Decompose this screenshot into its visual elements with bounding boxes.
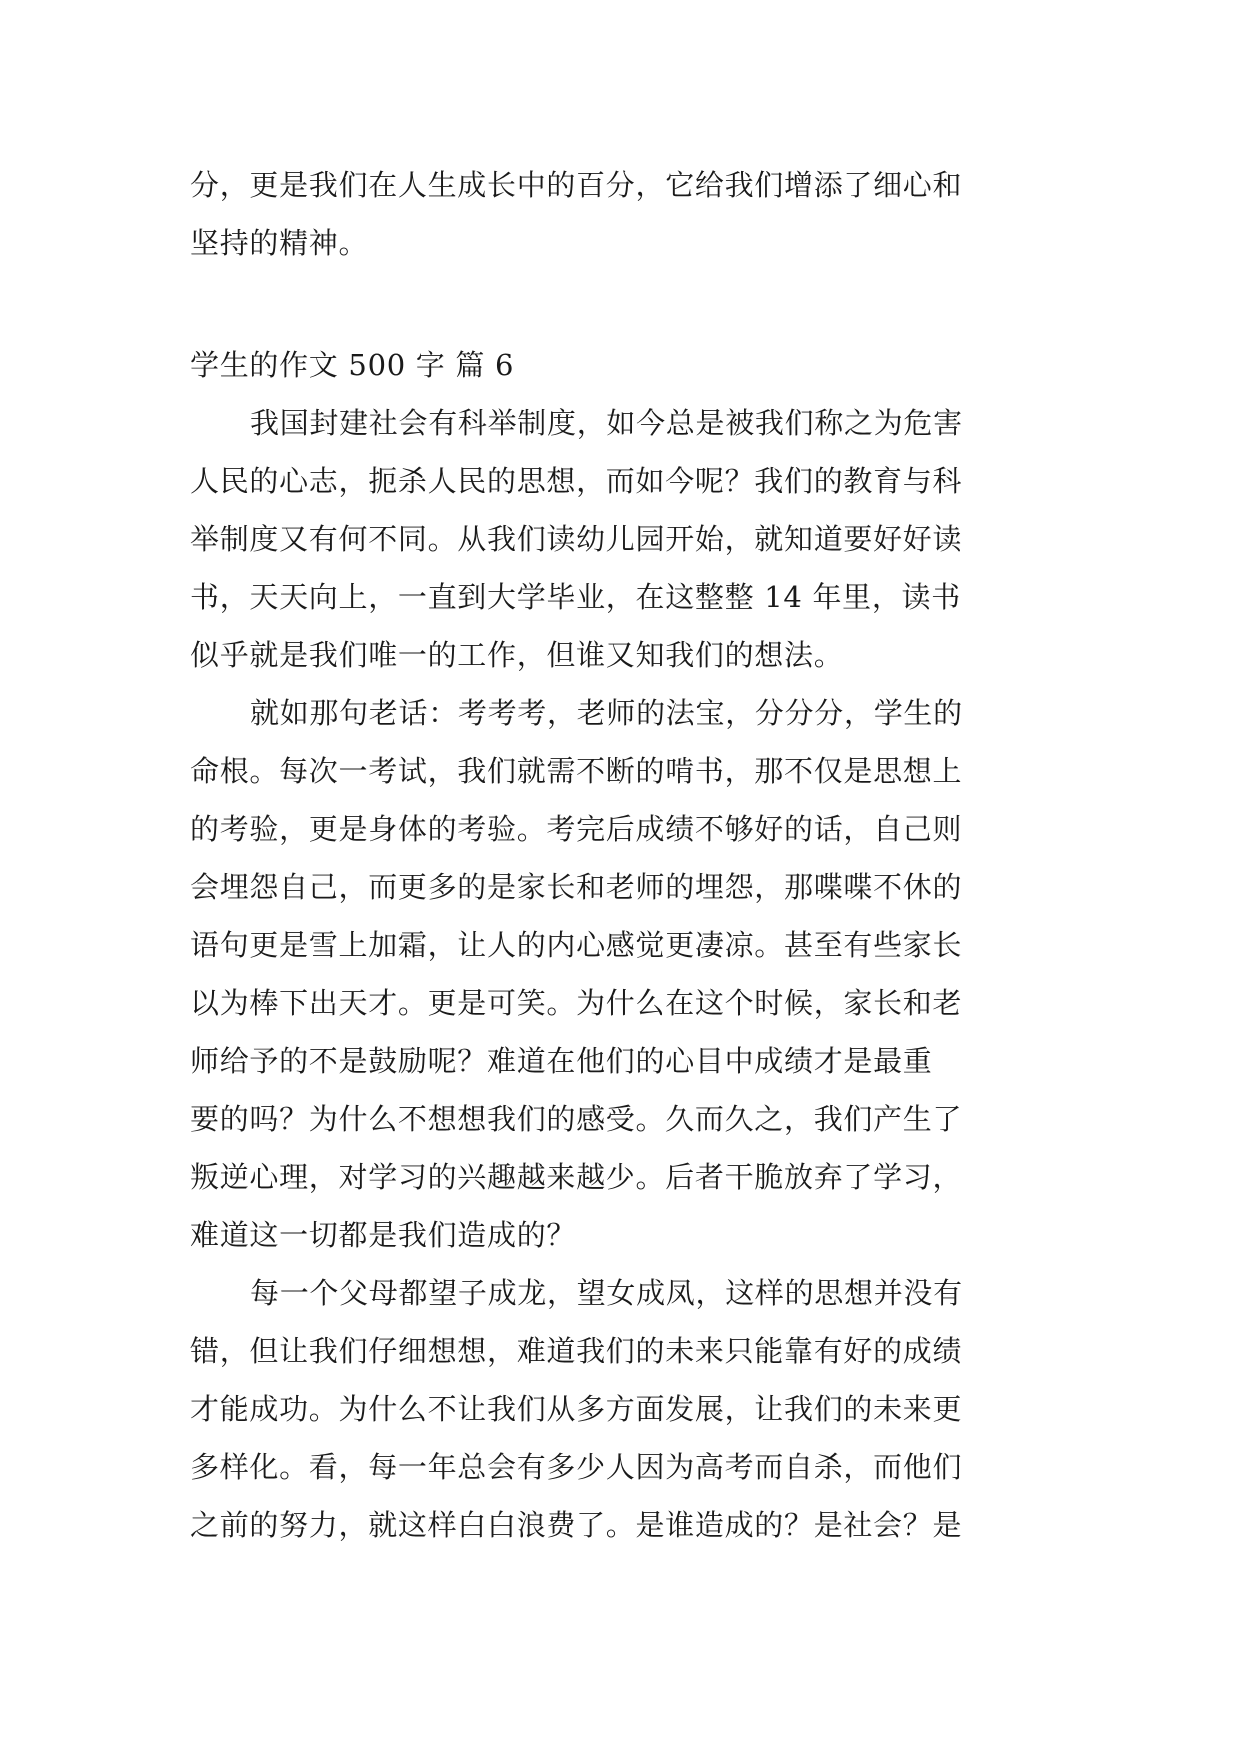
essay-body <box>190 394 1060 1554</box>
text-line: 叛逆心理，对学习的兴趣越来越少。后者干脆放弃了学习， <box>190 1160 963 1194</box>
text-line: 人民的心志，扼杀人民的思想，而如今呢？我们的教育与科 <box>190 464 963 498</box>
text-line: 会埋怨自己，而更多的是家长和老师的埋怨，那喋喋不休的 <box>190 870 963 904</box>
section-heading: 学生的作文 500 字 篇 6 <box>190 348 515 382</box>
text-line: 以为棒下出天才。更是可笑。为什么在这个时候，家长和老 <box>190 986 963 1020</box>
text-line: 才能成功。为什么不让我们从多方面发展，让我们的未来更 <box>190 1392 963 1426</box>
paragraph-3 <box>190 1264 1060 1554</box>
text-line: 之前的努力，就这样白白浪费了。是谁造成的？是社会？是 <box>190 1508 963 1542</box>
text-line: 书，天天向上，一直到大学毕业，在这整整 14 年里，读书 <box>190 580 961 614</box>
text-line: 的考验，更是身体的考验。考完后成绩不够好的话，自己则 <box>190 812 963 846</box>
text-line: 语句更是雪上加霜，让人的内心感觉更凄凉。甚至有些家长 <box>190 928 963 962</box>
text-line: 错，但让我们仔细想想，难道我们的未来只能靠有好的成绩 <box>190 1334 963 1368</box>
paragraph-2 <box>190 684 1060 1264</box>
text-line: 举制度又有何不同。从我们读幼儿园开始，就知道要好好读 <box>190 522 963 556</box>
text-line: 似乎就是我们唯一的工作，但谁又知我们的想法。 <box>190 638 844 672</box>
text-line: 我国封建社会有科举制度，如今总是被我们称之为危害 <box>250 406 963 440</box>
text-line: 坚持的精神。 <box>190 226 369 260</box>
text-line: 就如那句老话：考考考，老师的法宝，分分分，学生的 <box>250 696 963 730</box>
paragraph-1 <box>190 394 1060 684</box>
text-line: 要的吗？为什么不想想我们的感受。久而久之，我们产生了 <box>190 1102 963 1136</box>
carryover-paragraph <box>190 156 1060 272</box>
text-line: 每一个父母都望子成龙，望女成凤，这样的思想并没有 <box>250 1276 963 1310</box>
text-line: 难道这一切都是我们造成的？ <box>190 1218 577 1252</box>
text-line: 命根。每次一考试，我们就需不断的啃书，那不仅是思想上 <box>190 754 963 788</box>
text-line: 师给予的不是鼓励呢？难道在他们的心目中成绩才是最重 <box>190 1044 933 1078</box>
text-line: 多样化。看，每一年总会有多少人因为高考而自杀，而他们 <box>190 1450 963 1484</box>
text-line: 分，更是我们在人生成长中的百分，它给我们增添了细心和 <box>190 168 963 202</box>
section-heading-block <box>190 336 1060 394</box>
